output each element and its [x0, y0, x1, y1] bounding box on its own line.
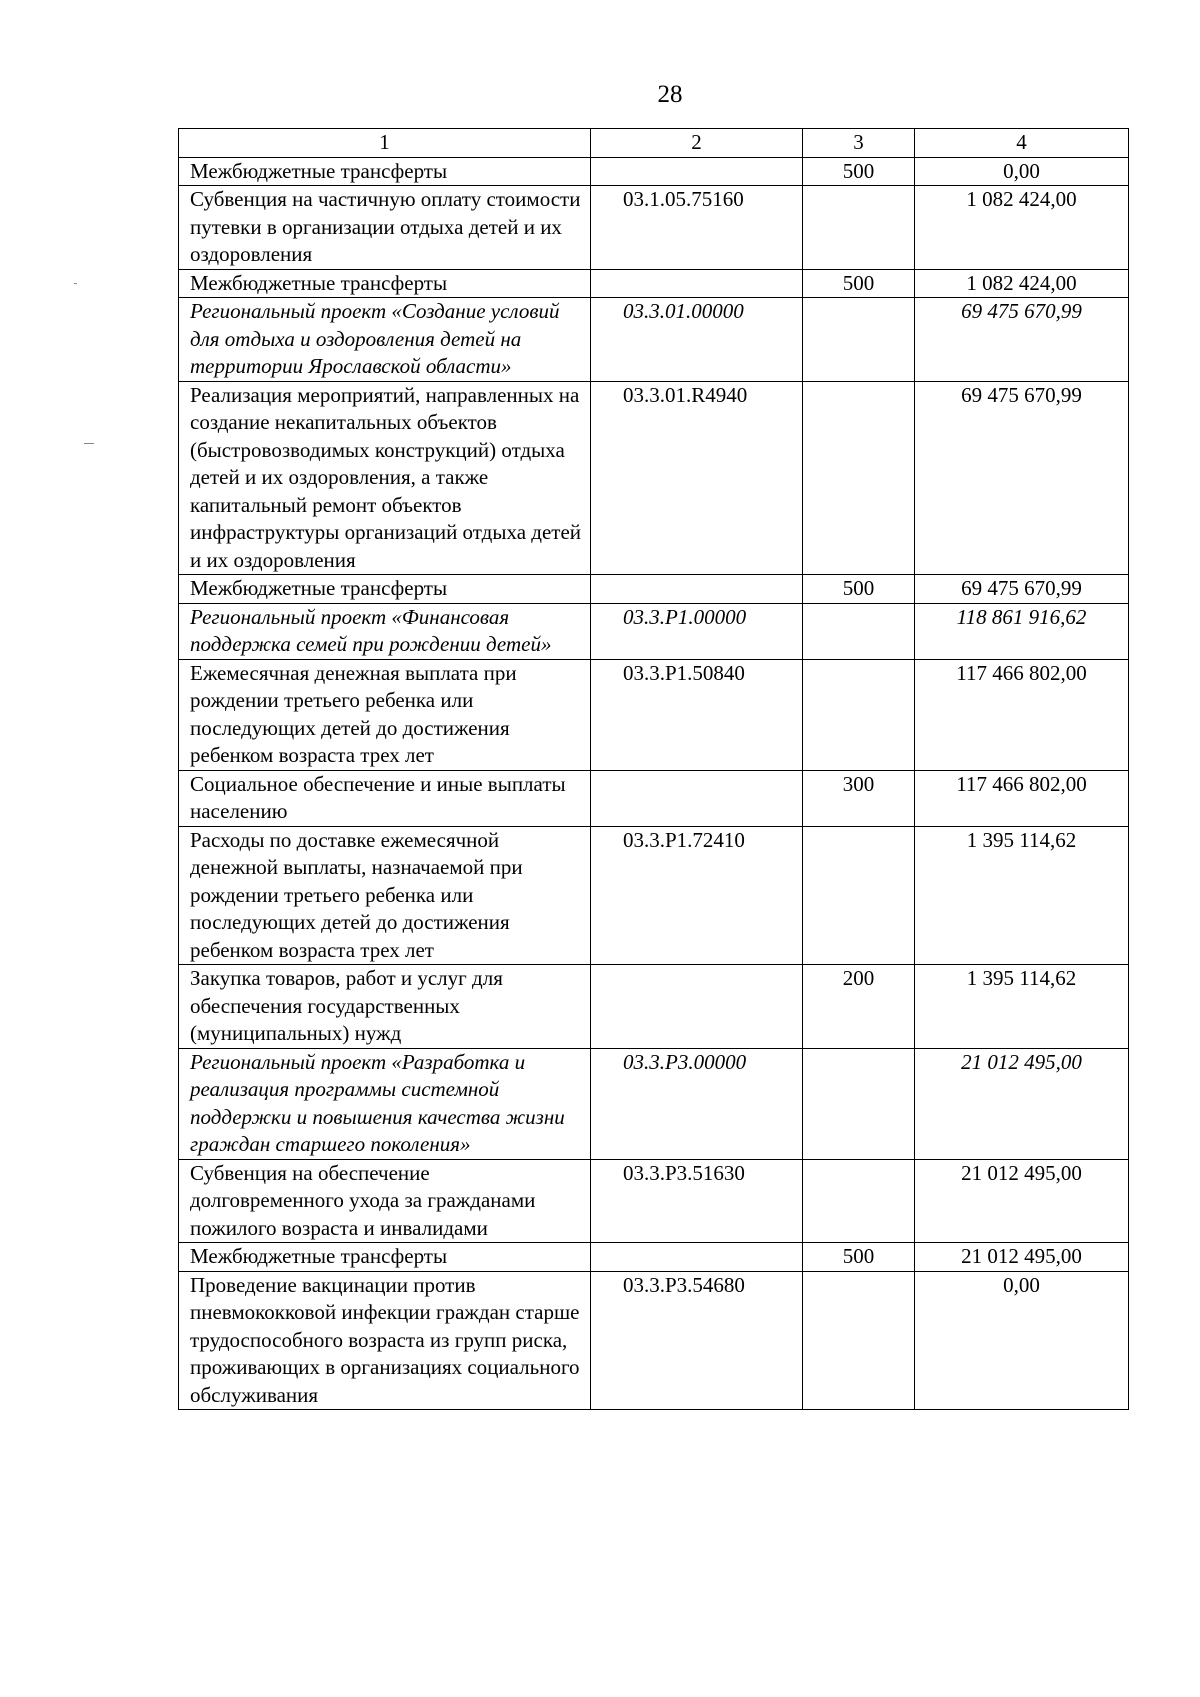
row-name-cell: Закупка товаров, работ и услуг для обеспечения государственных (муниципальных) нужд [179, 965, 591, 1049]
row-code-cell [591, 269, 803, 298]
row-name-cell: Субвенция на частичную оплату стоимости путевки в организации отдыха детей и их оздоровления [179, 186, 591, 270]
table-row [179, 157, 1129, 186]
row-code-cell: 03.3.P3.00000 [591, 1048, 803, 1159]
row-type-cell [803, 1159, 915, 1243]
row-name-cell: Региональный проект «Финансовая поддержка семей при рождении детей» [179, 603, 591, 659]
row-amount-cell: 1 395 114,62 [915, 826, 1129, 965]
row-name-cell: Социальное обеспечение и иные выплаты населению [179, 770, 591, 826]
row-name-cell: Расходы по доставке ежемесячной денежной выплаты, назначаемой при рождении третьего ребенка или последующих детей до достижения ребенком возраста трех лет [179, 826, 591, 965]
row-name-cell: Реализация мероприятий, направленных на создание некапитальных объектов (быстровозводимых конструкций) отдыха детей и их оздоровления, а также капитальный ремонт объектов инфраструктуры организаций отдыха детей и их оздоровления [179, 381, 591, 575]
table-row [179, 965, 1129, 1049]
row-code-cell: 03.3.P1.72410 [591, 826, 803, 965]
row-amount-cell: 69 475 670,99 [915, 381, 1129, 575]
row-name-cell: Региональный проект «Создание условий для отдыха и оздоровления детей на территории Ярославской области» [179, 298, 591, 382]
row-code-cell [591, 575, 803, 604]
row-type-cell: 500 [803, 157, 915, 186]
table-row [179, 298, 1129, 382]
row-name-cell: Межбюджетные трансферты [179, 269, 591, 298]
table-row [179, 575, 1129, 604]
column-header-1: 1 [179, 129, 591, 158]
row-amount-cell: 118 861 916,62 [915, 603, 1129, 659]
budget-table-body [179, 129, 1129, 1410]
row-name-cell: Межбюджетные трансферты [179, 157, 591, 186]
budget-table [178, 128, 1129, 1410]
row-type-cell [803, 298, 915, 382]
row-type-cell: 500 [803, 269, 915, 298]
scan-mark [74, 283, 77, 284]
scan-mark [84, 443, 94, 444]
table-header-row [179, 129, 1129, 158]
row-name-cell: Региональный проект «Разработка и реализация программы системной поддержки и повышения качества жизни граждан старшего поколения» [179, 1048, 591, 1159]
row-name-cell: Субвенция на обеспечение долговременного ухода за гражданами пожилого возраста и инвалидами [179, 1159, 591, 1243]
row-code-cell: 03.3.01.00000 [591, 298, 803, 382]
row-type-cell [803, 1271, 915, 1410]
row-name-cell: Проведение вакцинации против пневмококковой инфекции граждан старше трудоспособного возраста из групп риска, проживающих в организациях социального обслуживания [179, 1271, 591, 1410]
table-row [179, 269, 1129, 298]
table-row [179, 1243, 1129, 1272]
row-type-cell [803, 659, 915, 770]
row-amount-cell: 1 395 114,62 [915, 965, 1129, 1049]
row-code-cell: 03.3.01.R4940 [591, 381, 803, 575]
table-row [179, 381, 1129, 575]
row-amount-cell: 0,00 [915, 157, 1129, 186]
row-type-cell [803, 1048, 915, 1159]
row-amount-cell: 21 012 495,00 [915, 1243, 1129, 1272]
table-row [179, 826, 1129, 965]
row-code-cell: 03.1.05.75160 [591, 186, 803, 270]
row-type-cell [803, 826, 915, 965]
row-type-cell [803, 381, 915, 575]
column-header-3: 3 [803, 129, 915, 158]
row-amount-cell: 1 082 424,00 [915, 186, 1129, 270]
row-amount-cell: 21 012 495,00 [915, 1159, 1129, 1243]
row-name-cell: Ежемесячная денежная выплата при рождении третьего ребенка или последующих детей до достижения ребенком возраста трех лет [179, 659, 591, 770]
table-row [179, 1271, 1129, 1410]
page-number: 28 [657, 81, 683, 108]
row-amount-cell: 117 466 802,00 [915, 659, 1129, 770]
row-amount-cell: 117 466 802,00 [915, 770, 1129, 826]
row-code-cell [591, 1243, 803, 1272]
row-type-cell: 500 [803, 575, 915, 604]
row-type-cell: 500 [803, 1243, 915, 1272]
column-header-2: 2 [591, 129, 803, 158]
row-name-cell: Межбюджетные трансферты [179, 1243, 591, 1272]
row-type-cell: 300 [803, 770, 915, 826]
table-row [179, 1048, 1129, 1159]
row-amount-cell: 21 012 495,00 [915, 1048, 1129, 1159]
row-amount-cell: 69 475 670,99 [915, 575, 1129, 604]
row-code-cell [591, 770, 803, 826]
table-row [179, 1159, 1129, 1243]
row-amount-cell: 0,00 [915, 1271, 1129, 1410]
row-type-cell: 200 [803, 965, 915, 1049]
row-code-cell: 03.3.P3.54680 [591, 1271, 803, 1410]
table-row [179, 186, 1129, 270]
row-code-cell: 03.3.P1.00000 [591, 603, 803, 659]
row-name-cell: Межбюджетные трансферты [179, 575, 591, 604]
row-amount-cell: 1 082 424,00 [915, 269, 1129, 298]
table-row [179, 603, 1129, 659]
row-amount-cell: 69 475 670,99 [915, 298, 1129, 382]
row-type-cell [803, 186, 915, 270]
table-row [179, 770, 1129, 826]
row-code-cell: 03.3.P1.50840 [591, 659, 803, 770]
row-code-cell: 03.3.P3.51630 [591, 1159, 803, 1243]
row-code-cell [591, 965, 803, 1049]
row-code-cell [591, 157, 803, 186]
row-type-cell [803, 603, 915, 659]
column-header-4: 4 [915, 129, 1129, 158]
table-row [179, 659, 1129, 770]
